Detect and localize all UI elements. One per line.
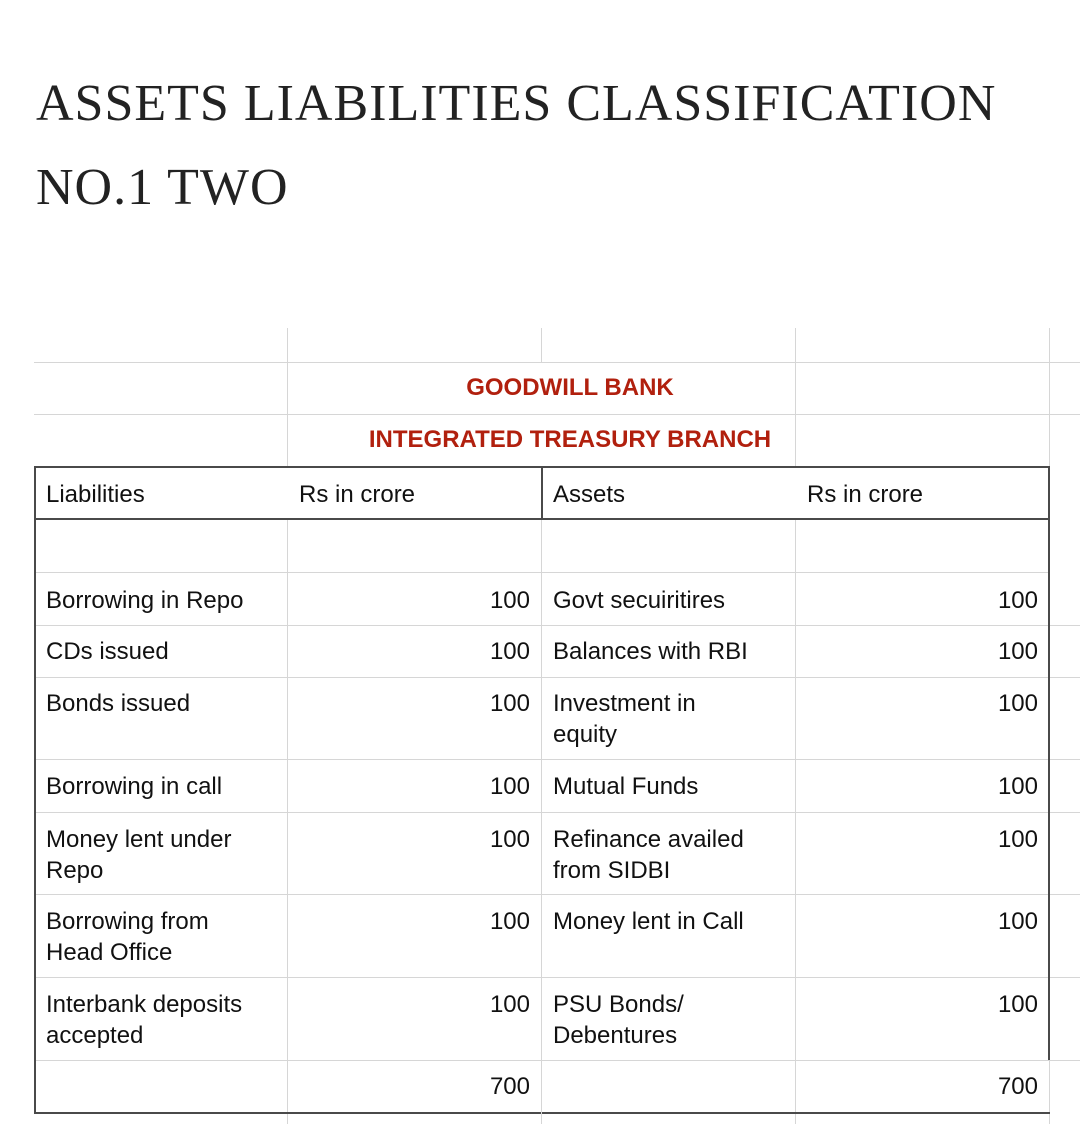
row-divider [35, 812, 1080, 813]
table-border-left [34, 466, 36, 1114]
asset-label: Money lent in Call [553, 908, 744, 935]
liability-label: Money lent under Repo [46, 826, 232, 884]
asset-label: Investment in equity [553, 690, 696, 748]
liability-amount: 100 [489, 908, 530, 935]
row-divider [35, 759, 1080, 760]
liability-label: CDs issued [46, 638, 169, 665]
liabilities-total: 700 [489, 1073, 530, 1100]
liability-label: Borrowing in Repo [46, 587, 244, 614]
liability-label: Bonds issued [46, 690, 191, 717]
row-divider [35, 1060, 1080, 1061]
assets-total: 700 [997, 1073, 1038, 1100]
liability-label: Interbank deposits accepted [46, 991, 243, 1049]
liability-amount: 100 [489, 690, 530, 717]
table-header-divider [541, 466, 543, 520]
liability-label: Borrowing in call [46, 773, 223, 800]
table-border-bottom [34, 1112, 1050, 1114]
header-assets-unit: Rs in crore [807, 481, 924, 508]
asset-label: Refinance availed from SIDBI [553, 826, 744, 884]
asset-label: Govt secuiritires [553, 587, 726, 614]
branch-name: INTEGRATED TREASURY BRANCH [368, 426, 772, 453]
liability-label: Borrowing from Head Office [46, 908, 209, 966]
asset-amount: 100 [997, 587, 1038, 614]
gridline [34, 362, 1080, 363]
column-divider [287, 520, 288, 1124]
header-assets: Assets [553, 481, 626, 508]
header-liabilities: Liabilities [46, 481, 145, 508]
asset-label: PSU Bonds/ Debentures [553, 991, 684, 1049]
asset-label: Balances with RBI [553, 638, 748, 665]
gridline [34, 414, 1080, 415]
gridline [541, 328, 542, 362]
liability-amount: 100 [489, 991, 530, 1018]
liability-amount: 100 [489, 773, 530, 800]
gridline [1049, 328, 1050, 468]
row-divider [35, 677, 1080, 678]
liability-amount: 100 [489, 826, 530, 853]
liability-amount: 100 [489, 638, 530, 665]
column-divider [1049, 1060, 1050, 1124]
column-divider [541, 520, 542, 1124]
page-title-line-1: ASSETS LIABILITIES CLASSIFICATION [36, 75, 997, 132]
bank-name: GOODWILL BANK [466, 374, 674, 401]
asset-amount: 100 [997, 908, 1038, 935]
page-title-line-2: NO.1 TWO [36, 159, 289, 216]
header-liabilities-unit: Rs in crore [299, 481, 416, 508]
row-divider [35, 625, 1080, 626]
asset-label: Mutual Funds [553, 773, 699, 800]
asset-amount: 100 [997, 690, 1038, 717]
liability-amount: 100 [489, 587, 530, 614]
column-divider [795, 520, 796, 1124]
asset-amount: 100 [997, 773, 1038, 800]
row-divider [35, 977, 1080, 978]
row-divider [35, 572, 1049, 573]
table-border-right [1048, 466, 1050, 1060]
asset-amount: 100 [997, 638, 1038, 665]
asset-amount: 100 [997, 826, 1038, 853]
asset-amount: 100 [997, 991, 1038, 1018]
row-divider [35, 894, 1080, 895]
